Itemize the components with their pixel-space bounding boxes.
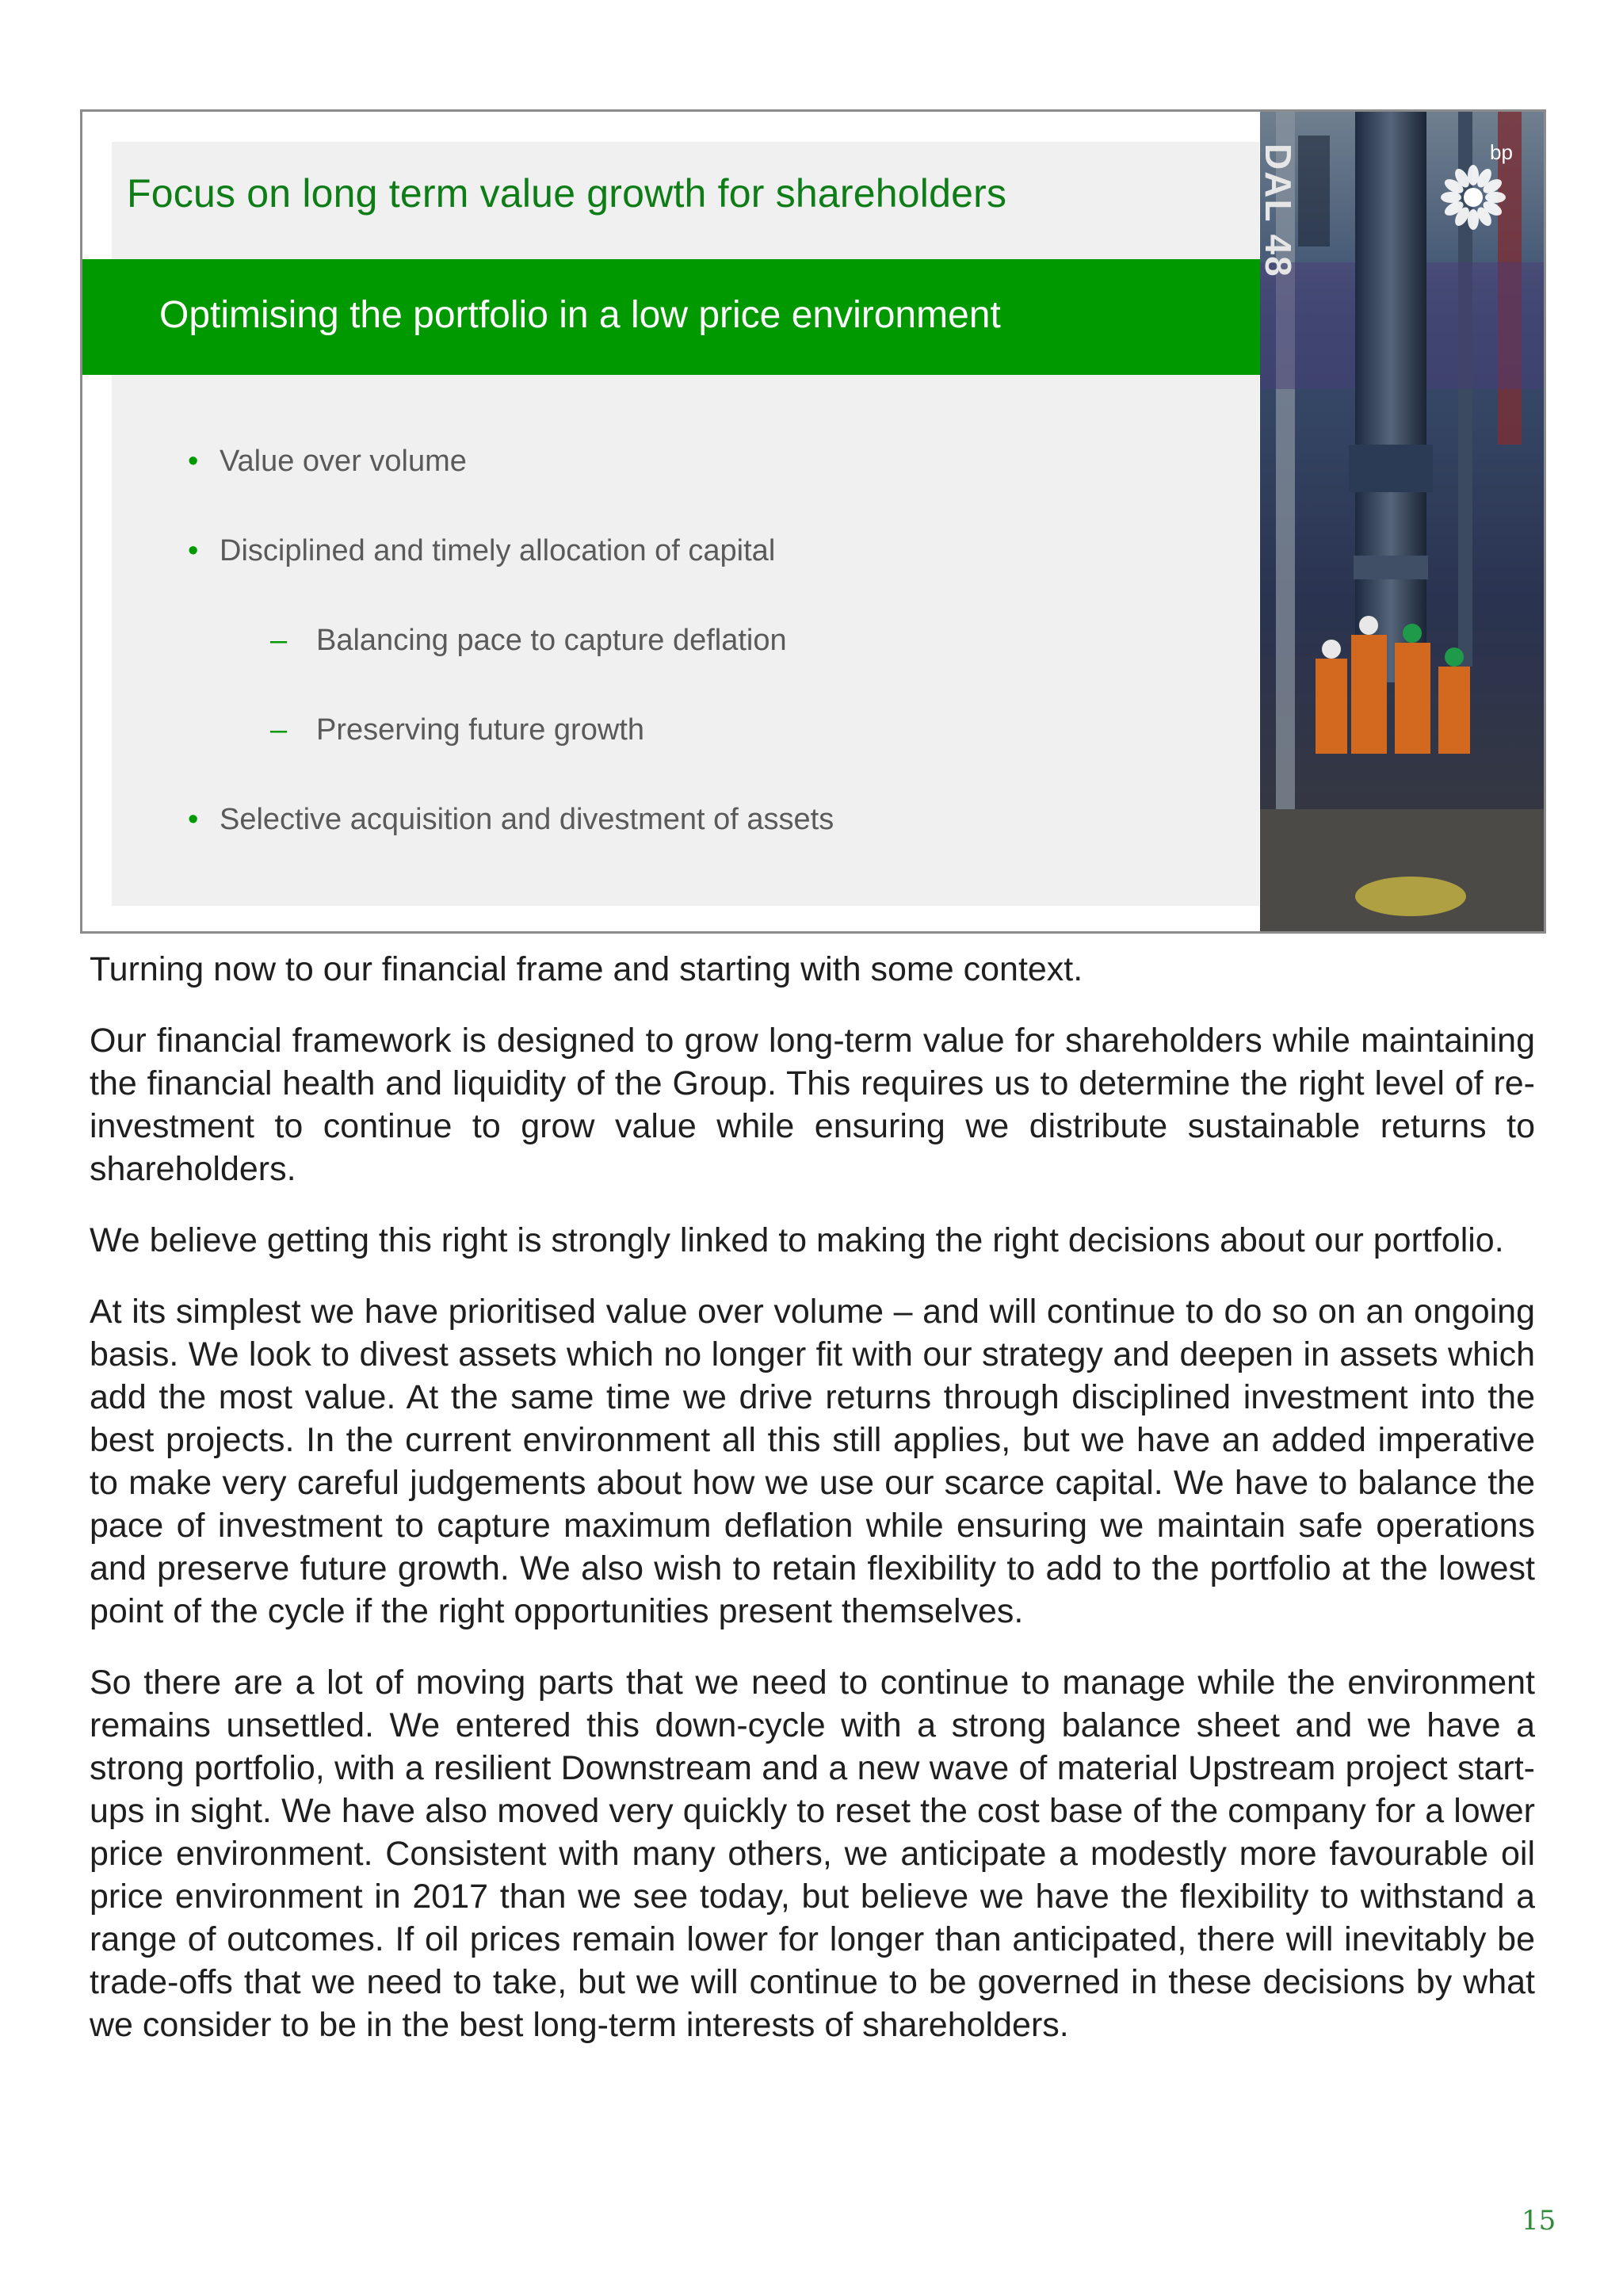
bullet-marker: • — [188, 445, 199, 478]
slide-bullet — [188, 534, 776, 568]
bullet-marker: – — [270, 624, 288, 657]
body-text — [90, 948, 1535, 2075]
photo-marking-text: DAL 48 — [1258, 143, 1299, 278]
page-number: 15 — [1522, 2205, 1556, 2237]
bp-logo-text: bp — [1490, 140, 1513, 164]
body-paragraph: At its simplest we have prioritised value over volume – and will continue to do so on an ongoing basis. We look to divest assets which no longer fit with our strategy and deepen in assets which add the most value. At the same time we drive returns through disciplined investment into the best projects. In the current environment all this still applies, but we have an added imperative to make very careful judgements about how we use our scarce capital. We have to balance the pace of investment to capture maximum deflation while ensuring we maintain safe operations and preserve future growth. We also wish to retain flexibility to add to the portfolio at the lowest point of the cycle if the right opportunities present themselves. — [90, 1293, 1535, 1630]
slide-bullet — [188, 445, 467, 479]
bullet-text: Disciplined and timely allocation of capital — [220, 534, 776, 567]
body-paragraph: Our financial framework is designed to grow long-term value for shareholders while maintaining the financial health and liquidity of the Group. This requires us to determine the right level of re-investment to continue to grow value while ensuring we distribute sustainable returns to shareholders. — [90, 1022, 1535, 1188]
body-paragraph: So there are a lot of moving parts that we need to continue to manage while the environment remains unsettled. We entered this down-cycle with a strong balance sheet and we have a strong portfolio, with a resilient Downstream and a new wave of material Upstream project start-ups in sight. We have also moved very quickly to reset the cost base of the company for a lower price environment. Consistent with many others, we anticipate a modestly more favourable oil price environment in 2017 than we see today, but believe we have the flexibility to withstand a range of outcomes. If oil prices remain lower for longer than anticipated, there will inevitably be trade-offs that we need to take, but we will continue to be governed in these decisions by what we consider to be in the best long-term interests of shareholders. — [90, 1664, 1535, 2044]
bp-helios-logo — [1430, 128, 1517, 239]
slide-sub-bullet — [270, 624, 787, 658]
bullet-marker: • — [188, 803, 199, 836]
slide-content-panel — [112, 375, 1259, 906]
slide-bullet — [188, 803, 834, 837]
slide-title: Focus on long term value growth for shareholders — [127, 171, 1007, 216]
body-paragraph: Turning now to our financial frame and starting with some context. — [90, 950, 1083, 988]
bullet-marker: • — [188, 534, 199, 567]
slide-subtitle: Optimising the portfolio in a low price environment — [159, 294, 1001, 336]
bullet-text: Value over volume — [220, 445, 467, 478]
bullet-marker: – — [270, 713, 288, 747]
presentation-slide — [80, 109, 1546, 934]
slide-sub-bullet — [270, 713, 644, 747]
body-paragraph: We believe getting this right is strongly linked to making the right decisions about our portfolio. — [90, 1221, 1504, 1259]
bullet-text: Balancing pace to capture deflation — [316, 624, 787, 657]
bullet-text: Preserving future growth — [316, 713, 644, 747]
bullet-text: Selective acquisition and divestment of assets — [220, 803, 834, 836]
